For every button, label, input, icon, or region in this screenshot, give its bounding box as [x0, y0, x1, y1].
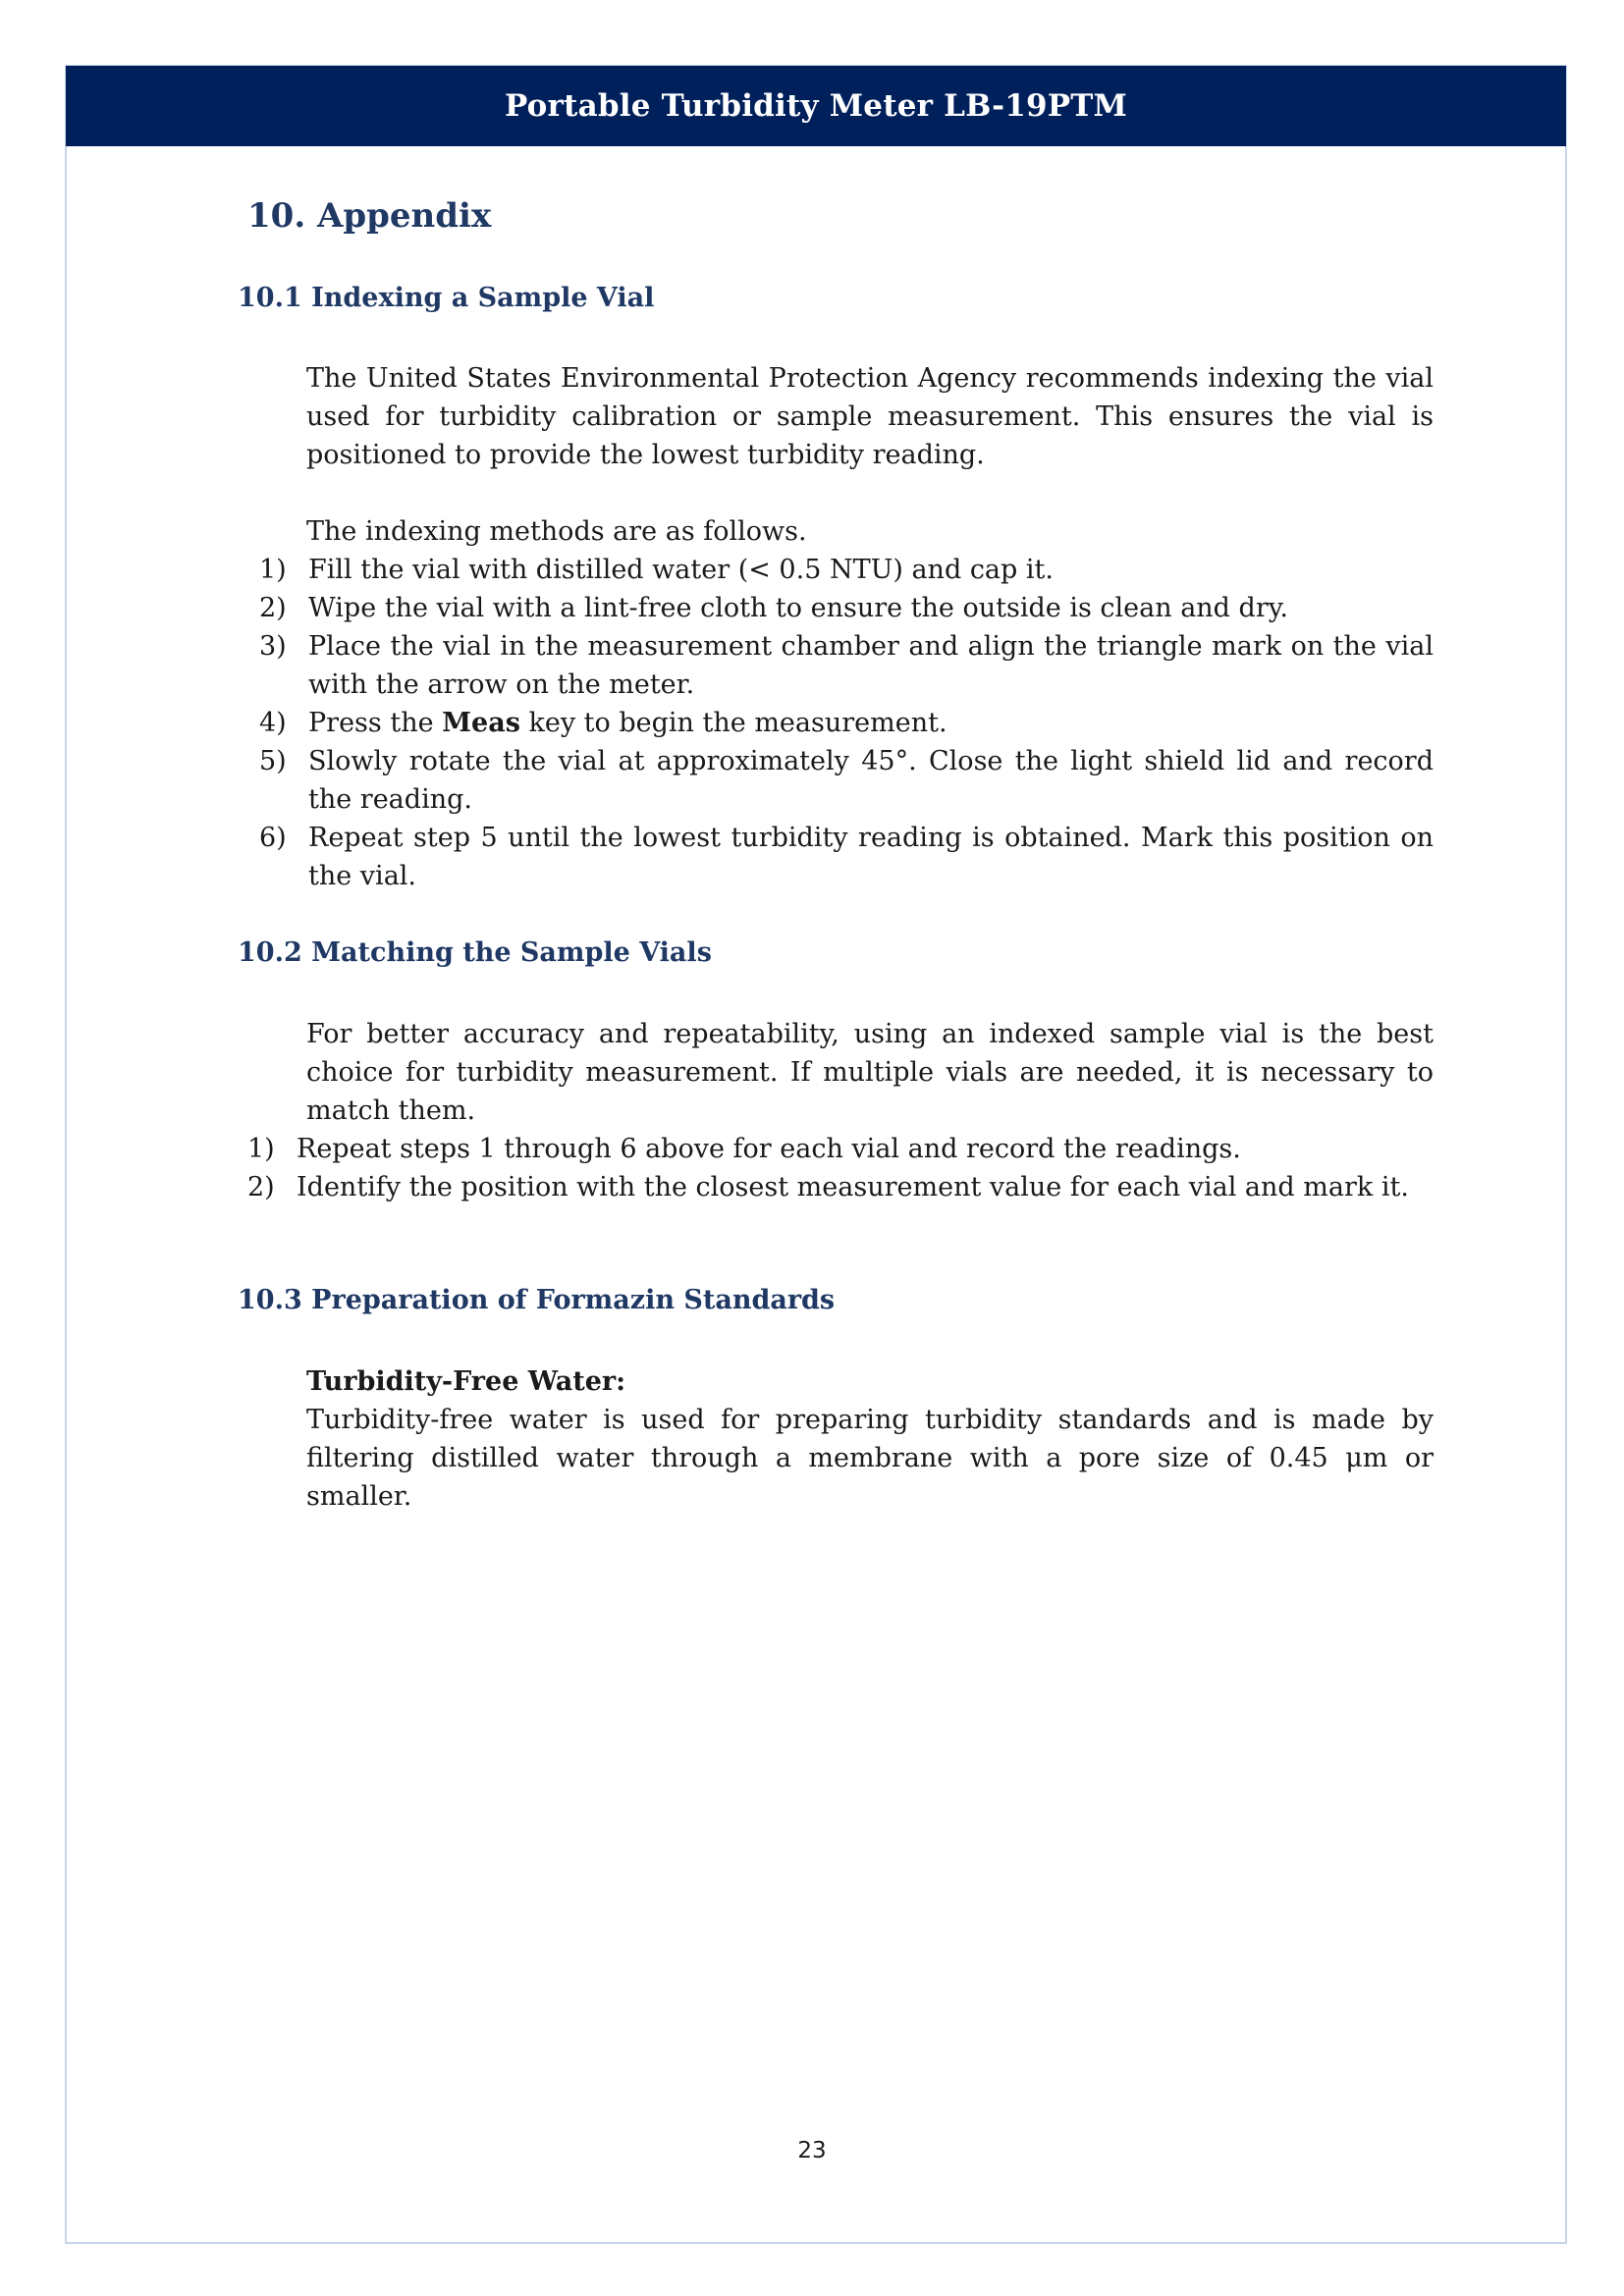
- list-text: Wipe the vial with a lint-free cloth to ensure the outside is clean and dry.: [308, 593, 1288, 623]
- list-text: [308, 704, 1434, 742]
- list-text: Repeat step 5 until the lowest turbidity reading is obtained. Mark this position on the vial.: [308, 823, 1434, 891]
- list-number: 5): [259, 746, 287, 776]
- subsection-title-10-1: 10.1 Indexing a Sample Vial: [238, 283, 655, 313]
- document-title: Portable Turbidity Meter LB-19PTM: [504, 88, 1128, 124]
- list-number: 1): [259, 555, 287, 585]
- step-text-post: key to begin the measurement.: [519, 708, 947, 738]
- list-text: Repeat steps 1 through 6 above for each vial and record the readings.: [297, 1134, 1241, 1164]
- list-number: 3): [259, 631, 287, 662]
- subsection-title-10-2: 10.2 Matching the Sample Vials: [238, 937, 712, 968]
- list-text: Identify the position with the closest measurement value for each vial and mark it.: [297, 1172, 1409, 1202]
- list-number: 1): [247, 1134, 275, 1164]
- meas-key-label: Meas: [442, 708, 520, 738]
- subsection-title-10-3: 10.3 Preparation of Formazin Standards: [238, 1285, 836, 1315]
- paragraph-intro-10-2: For better accuracy and repeatability, using an indexed sample vial is the best choice for turbidity measurement. If multiple vials are needed, it is necessary to match them.: [306, 1019, 1434, 1126]
- list-text: Place the vial in the measurement chamber and align the triangle mark on the vial with the arrow on the meter.: [308, 631, 1434, 700]
- indexing-lead: The indexing methods are as follows.: [306, 516, 807, 547]
- page-number: 23: [797, 2138, 827, 2163]
- header-banner: [66, 66, 1566, 146]
- turbidity-free-water-heading: Turbidity-Free Water:: [306, 1366, 626, 1397]
- list-text: Fill the vial with distilled water (< 0.5 NTU) and cap it.: [308, 555, 1054, 585]
- list-number: 2): [247, 1172, 275, 1202]
- list-number: 6): [259, 823, 287, 853]
- paragraph-turbidity-free-water: Turbidity-free water is used for preparing turbidity standards and is made by filtering distilled water through a membrane with a pore size of 0.45 μm or smaller.: [306, 1405, 1434, 1512]
- step-text-pre: Press the: [308, 708, 443, 738]
- list-number: 4): [259, 708, 287, 738]
- paragraph-intro-10-1: The United States Environmental Protection Agency recommends indexing the vial used for turbidity calibration or sample measurement. This ensures the vial is positioned to provide the lowest turbidity reading.: [306, 363, 1434, 470]
- list-text: Slowly rotate the vial at approximately 45°. Close the light shield lid and record the reading.: [308, 746, 1434, 815]
- list-number: 2): [259, 593, 287, 623]
- section-title: 10. Appendix: [247, 196, 492, 236]
